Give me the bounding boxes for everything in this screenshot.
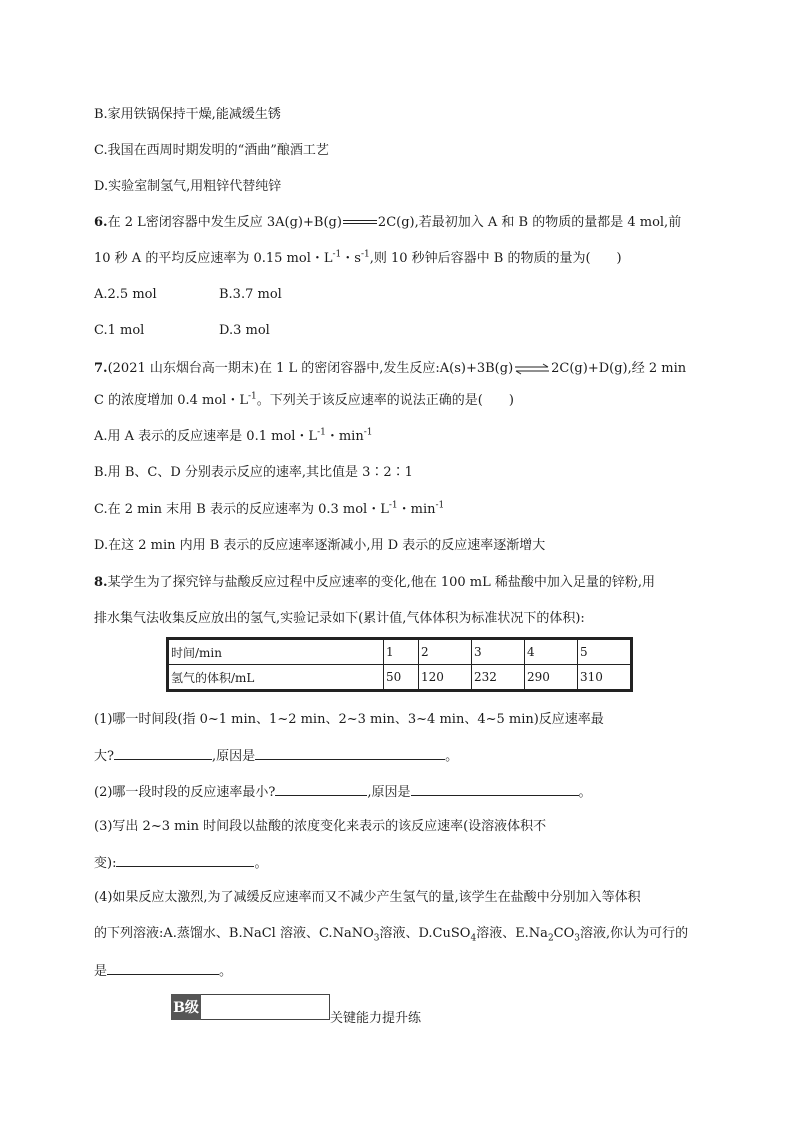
q8-p4-sub4: 3 [574,933,581,944]
q7-option-a [94,428,372,446]
q7-opt-a-sup1: -1 [317,427,326,438]
q8-part1-line1: (1)哪一时间段(指 0~1 min、1~2 min、2~3 min、3~4 min、4~5 min)反应速率最 [94,712,604,727]
q8-p2-b: ,原因是 [367,785,411,800]
q7-option-c [94,501,444,519]
q8-part3-line2 [94,852,267,873]
q6-option-c: C.1 mol [94,323,145,338]
q7-opt-a-sup2: -1 [363,427,373,438]
q7-option-d: D.在这 2 min 内用 B 表示的反应速率逐渐减小,用 D 表示的反应速率逐渐增大 [94,538,546,553]
equilibrium-equals-sign [343,218,377,228]
answer-blank[interactable] [411,781,579,796]
q8-p3-a: 变): [94,856,117,871]
q8-part3-line1: (3)写出 2~3 min 时间段以盐酸的浓度变化来表示的该反应速率(设溶液体积不 [94,819,547,834]
q6-sup1: -1 [332,249,342,260]
q7-opt-a-mid: ・min [325,429,364,444]
q8-p1-c: 。 [445,749,459,764]
q6-stem-line1 [94,214,681,232]
q8-p4-e: 溶液,你认为可行的 [580,926,689,941]
q8-part4-line2 [94,925,688,943]
q8-p2-c: 。 [578,785,592,800]
q8-number: 8. [94,575,108,590]
q8-p4-sub1: 3 [373,933,380,944]
table-row [168,639,632,665]
q7-opt-c-sup2: -1 [435,500,445,511]
q6-line2-post: ,则 10 秒钟后容器中 B 的物质的量为( ) [369,251,622,266]
q7-opt-c-pre: C.在 2 min 末用 B 表示的反应速率为 0.3 mol・L [94,502,389,517]
table-cell: 310 [578,665,632,691]
table-cell: 1 [384,639,419,665]
section-tier-banner [171,994,422,1026]
answer-blank[interactable] [116,852,254,867]
q8-p3-b: 。 [254,856,268,871]
q7-opt-c-mid: ・min [397,502,436,517]
tier-badge: B级 [171,994,201,1020]
table-header-cell: 时间/min [168,639,384,665]
table-cell: 50 [384,665,419,691]
q8-line1: 某学生为了探究锌与盐酸反应过程中反应速率的变化,他在 100 mL 稀盐酸中加入足量的锌粉,用 [107,575,656,590]
q8-p2-a: (2)哪一段时段的反应速率最小? [94,785,276,800]
q8-part1-line2 [94,745,458,766]
q6-sup2: -1 [360,249,370,260]
q7-option-b: B.用 B、C、D 分别表示反应的速率,其比值是 3∶2∶1 [94,465,413,480]
q6-option-b: B.3.7 mol [219,287,282,302]
q7-stem-post: 2C(g)+D(g),经 2 min [551,361,687,376]
q7-line2-pre: C 的浓度增加 0.4 mol・L [94,393,248,408]
q8-p1-a: 大? [94,749,114,764]
reversible-arrow-icon [514,363,550,375]
q8-part2 [94,781,592,802]
q7-stem-line2 [94,392,514,410]
q8-part4-line3 [94,960,232,981]
table-cell: 120 [419,665,472,691]
data-table [166,637,633,692]
q6-stem-post: 2C(g),若最初加入 A 和 B 的物质的量都是 4 mol,前 [377,215,682,230]
table-cell: 3 [472,639,525,665]
q8-stem-line1 [94,574,655,592]
table-cell: 2 [419,639,472,665]
table-row [168,665,632,691]
table-cell: 5 [578,639,632,665]
q6-mid: ・s [341,251,361,266]
table-cell: 4 [525,639,578,665]
q8-p4-sub2: 4 [470,933,477,944]
q7-stem-line1 [94,360,686,378]
q8-p4-c: 溶液、E.Na [476,926,548,941]
q6-option-a: A.2.5 mol [94,287,157,302]
answer-blank[interactable] [275,781,367,796]
q6-options-row1 [94,286,282,304]
q6-stem-pre: 在 2 L密闭容器中发生反应 3A(g)+B(g) [107,215,342,230]
q7-number: 7. [94,361,108,376]
q7-stem-pre: (2021 山东烟台高一期末)在 1 L 的密闭容器中,发生反应:A(s)+3B(g) [107,361,514,376]
answer-blank[interactable] [255,745,445,760]
q8-p4-b: 溶液、D.CuSO [379,926,471,941]
q7-line2-post: 。下列关于该反应速率的说法正确的是( ) [256,393,514,408]
tier-label: 关键能力提升练 [330,1011,422,1026]
q5-option-d: D.实验室制氢气,用粗锌代替纯锌 [94,179,282,194]
q7-opt-c-sup1: -1 [388,500,398,511]
answer-blank[interactable] [114,745,212,760]
q8-p4-a: 的下列溶液:A.蒸馏水、B.NaCl 溶液、C.NaNO [94,926,374,941]
q5-option-c: C.我国在西周时期发明的“酒曲”酿酒工艺 [94,143,329,158]
q8-p1-b: ,原因是 [211,749,256,764]
q5-option-b: B.家用铁锅保持干燥,能减缓生锈 [94,107,281,122]
table-cell: 290 [525,665,578,691]
q7-opt-a-pre: A.用 A 表示的反应速率是 0.1 mol・L [94,429,318,444]
table-cell: 232 [472,665,525,691]
q8-p4-line3-a: 是 [94,964,108,979]
tier-box [201,994,330,1020]
q7-line2-sup: -1 [247,391,257,402]
q6-option-d: D.3 mol [219,323,270,338]
q6-stem-line2 [94,250,622,268]
table-header-cell: 氢气的体积/mL [168,665,384,691]
answer-blank[interactable] [107,960,219,975]
q8-stem-line2: 排水集气法收集反应放出的氢气,实验记录如下(累计值,气体体积为标准状况下的体积): [94,611,585,626]
q8-p4-line3-b: 。 [219,964,233,979]
q8-p4-sub3: 2 [547,933,554,944]
q6-line2-pre: 10 秒 A 的平均反应速率为 0.15 mol・L [94,251,333,266]
q8-p4-d: CO [553,926,575,941]
q8-part4-line1: (4)如果反应太激烈,为了减缓反应速率而又不减少产生氢气的量,该学生在盐酸中分别加入等体积 [94,890,641,905]
q6-number: 6. [94,215,108,230]
q6-options-row2 [94,322,270,340]
